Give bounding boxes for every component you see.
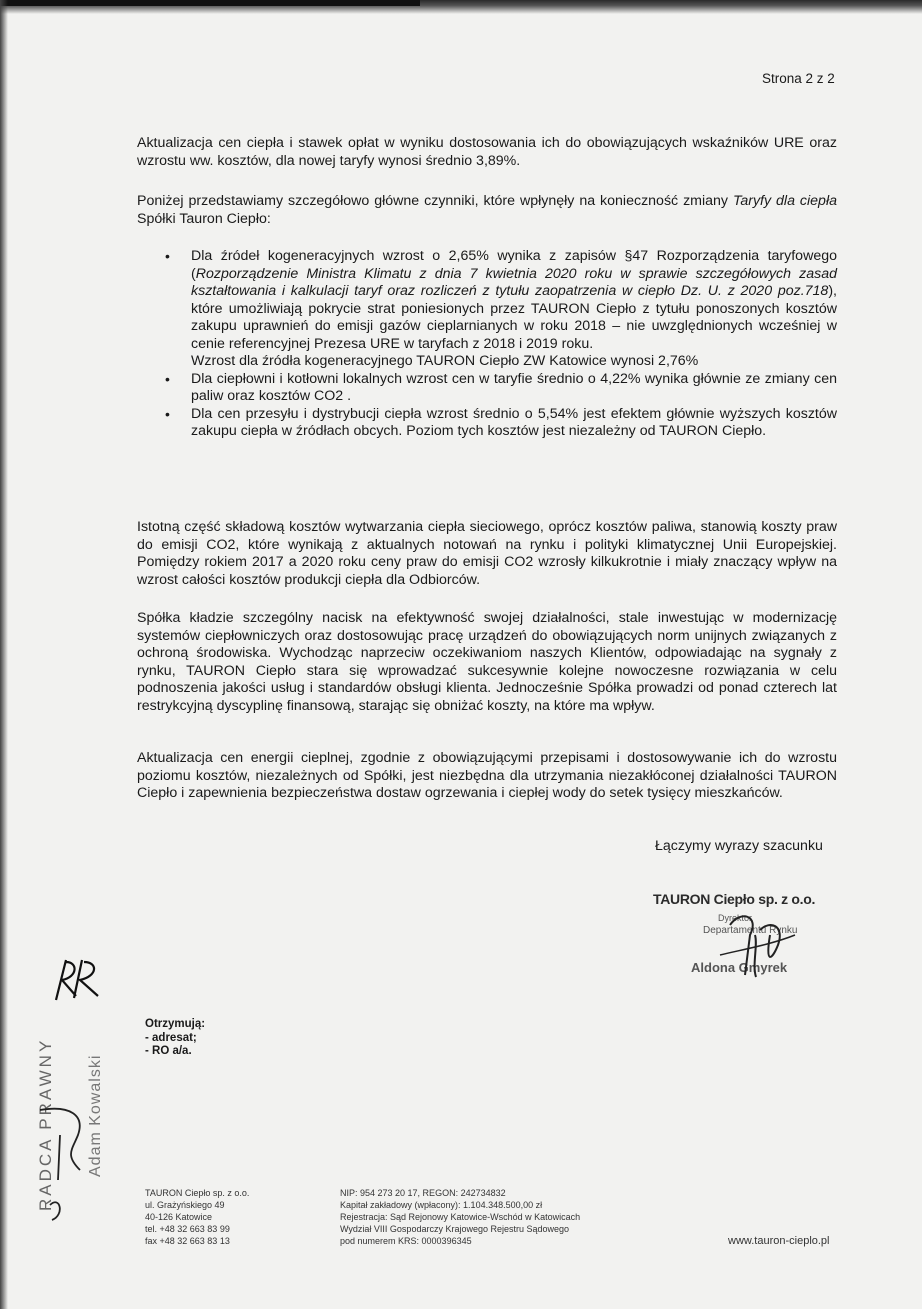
footer-line: NIP: 954 273 20 17, REGON: 242734832 xyxy=(340,1188,506,1198)
legal-advisor-stamp-name: Adam Kowalski xyxy=(87,1054,104,1177)
recipient-item: - adresat; xyxy=(145,1031,197,1044)
recipient-item: - RO a/a. xyxy=(145,1045,192,1057)
factors-intro-text: Poniżej przedstawiamy szczegółowo główne czynniki, które wpłynęły na konieczność zmiany xyxy=(137,193,733,209)
factors-intro-italic: Taryfy dla ciepła xyxy=(732,193,837,209)
footer-registration xyxy=(340,1187,580,1247)
footer-line: 40-126 Katowice xyxy=(145,1212,213,1222)
initials-signature-icon xyxy=(48,952,108,1007)
body-paragraph: Aktualizacja cen energii cieplnej, zgodnie z obowiązującymi przepisami i dostosowywanie ich do wzrostu poziomu kosztów, niezależnych od Spółki, jest niezbędna dla utrzymania niezakłóconej działalności TAURON Ciepło i zapewnienia bezpieczeństwa dostaw ogrzewania i ciepłej wody do setek tysięcy mieszkańców. xyxy=(137,750,837,801)
bullet-icon: • xyxy=(165,405,170,422)
list-item-note: Wzrost dla źródła kogeneracyjnego TAURON Ciepło ZW Katowice wynosi 2,76% xyxy=(191,353,699,369)
page-number: Strona 2 z 2 xyxy=(762,71,835,86)
list-item xyxy=(165,371,837,406)
stamp-role-department: Departamentu Rynku xyxy=(703,925,798,936)
list-item-italic: Rozporządzenie Ministra Klimatu z dnia 7 kwietnia 2020 roku w sprawie szczegółowych zasad kształtowania i kalkulacji taryf oraz rozliczeń z tytułu zaopatrzenia w ciepło Dz. U. z 2020 poz.718 xyxy=(191,265,837,299)
closing-greeting: Łączymy wyrazy szacunku xyxy=(655,838,823,854)
intro-paragraph: Aktualizacja cen ciepła i stawek opłat w wyniku dostosowania ich do obowiązujących wskaźników URE oraz wzrostu ww. kosztów, dla nowej taryfy wynosi średnio 3,89%. xyxy=(137,135,837,169)
recipients-heading: Otrzymują: xyxy=(145,1018,206,1030)
body-paragraph: Istotną część składową kosztów wytwarzania ciepła sieciowego, oprócz kosztów paliwa, stanowią koszty praw do emisji CO2, które wynikają z aktualnych notowań na rynku i polityki klimatycznej Unii Europejskiej. Pomiędzy rokiem 2017 a 2020 roku ceny praw do emisji CO2 wzrosły kilkukrotnie i miały znaczący wpływ na wzrost całości kosztów produkcji ciepła dla Odbiorców. xyxy=(137,519,837,588)
footer-line: pod numerem KRS: 0000396345 xyxy=(340,1236,472,1246)
legal-advisor-signature-icon xyxy=(30,1095,100,1225)
list-item-text: Dla ciepłowni i kotłowni lokalnych wzrost cen w taryfie średnio o 4,22% wynika głównie ze zmiany cen paliw oraz kosztów CO2 . xyxy=(191,370,837,404)
footer-address xyxy=(145,1187,249,1247)
factors-list xyxy=(165,248,837,441)
factors-intro xyxy=(137,193,837,228)
bullet-icon: • xyxy=(165,248,170,264)
company-stamp: TAURON Ciepło sp. z o.o. xyxy=(653,891,816,907)
footer-line: ul. Grażyńskiego 49 xyxy=(145,1200,225,1210)
bullet-icon: • xyxy=(165,370,170,387)
stamp-signatory-name: Aldona Gmyrek xyxy=(691,960,788,975)
recipients-list xyxy=(145,1018,205,1059)
footer-line: TAURON Ciepło sp. z o.o. xyxy=(145,1188,250,1198)
footer-line: tel. +48 32 663 83 99 xyxy=(145,1224,230,1234)
list-item-text: Dla cen przesyłu i dystrybucji ciepła wzrost średnio o 5,54% jest efektem głównie wyższych kosztów zakupu ciepła w źródłach obcych. Poziom tych kosztów jest niezależny od TAURON Ciepło. xyxy=(191,405,837,439)
footer-line: Rejestracja: Sąd Rejonowy Katowice-Wschód w Katowicach xyxy=(340,1212,581,1222)
factors-intro-text-end: Spółki Tauron Ciepło: xyxy=(137,210,271,227)
list-item xyxy=(165,248,837,353)
footer-line: Kapitał zakładowy (wpłacony): 1.104.348.500,00 zł xyxy=(340,1200,543,1210)
director-signature-icon xyxy=(700,905,800,985)
list-item xyxy=(165,406,837,441)
stamp-role-title: Dyrektor xyxy=(718,913,753,923)
footer-line: Wydział VIII Gospodarczy Krajowego Rejestru Sądowego xyxy=(340,1224,570,1234)
footer-line: fax +48 32 663 83 13 xyxy=(145,1236,230,1246)
legal-advisor-stamp-title: RADCA PRAWNY xyxy=(36,1037,55,1211)
body-paragraph: Spółka kładzie szczególny nacisk na efektywność swojej działalności, stale inwestując w modernizację systemów ciepłowniczych oraz dostosowując pracę urządzeń do obowiązujących norm unijnych związanych z ochroną środowiska. Wychodząc naprzeciw oczekiwaniom naszych Klientów, odpowiadając na sygnały z rynku, TAURON Ciepło stara się wprowadzać sukcesywnie kolejne nowoczesne rozwiązania w celu podnoszenia jakości usług i standardów obsługi klienta. Jednocześnie Spółka prowadzi od ponad czterech lat restrykcyjną dyscyplinę finansową, starając się obniżać koszty, na które ma wpływ. xyxy=(137,610,837,714)
scan-edge-left xyxy=(0,0,8,1309)
scan-edge-dark xyxy=(0,0,420,6)
footer-website-link[interactable]: www.tauron-cieplo.pl xyxy=(728,1235,830,1247)
list-item-text-end: ), które umożliwiają pokrycie strat poniesionych przez TAURON Ciepło z tytułu ponoszonych kosztów zakupu uprawnień do emisji gazów cieplarnianych w roku 2018 – nie uwzględnionych wcześniej w cenie referencyjnej Prezesa URE w taryfach z 2018 i 2019 roku. xyxy=(191,283,837,352)
list-item-text: Dla źródeł kogeneracyjnych wzrost o 2,65% wynika z zapisów §47 Rozporządzenia taryfowego ( xyxy=(191,248,837,282)
